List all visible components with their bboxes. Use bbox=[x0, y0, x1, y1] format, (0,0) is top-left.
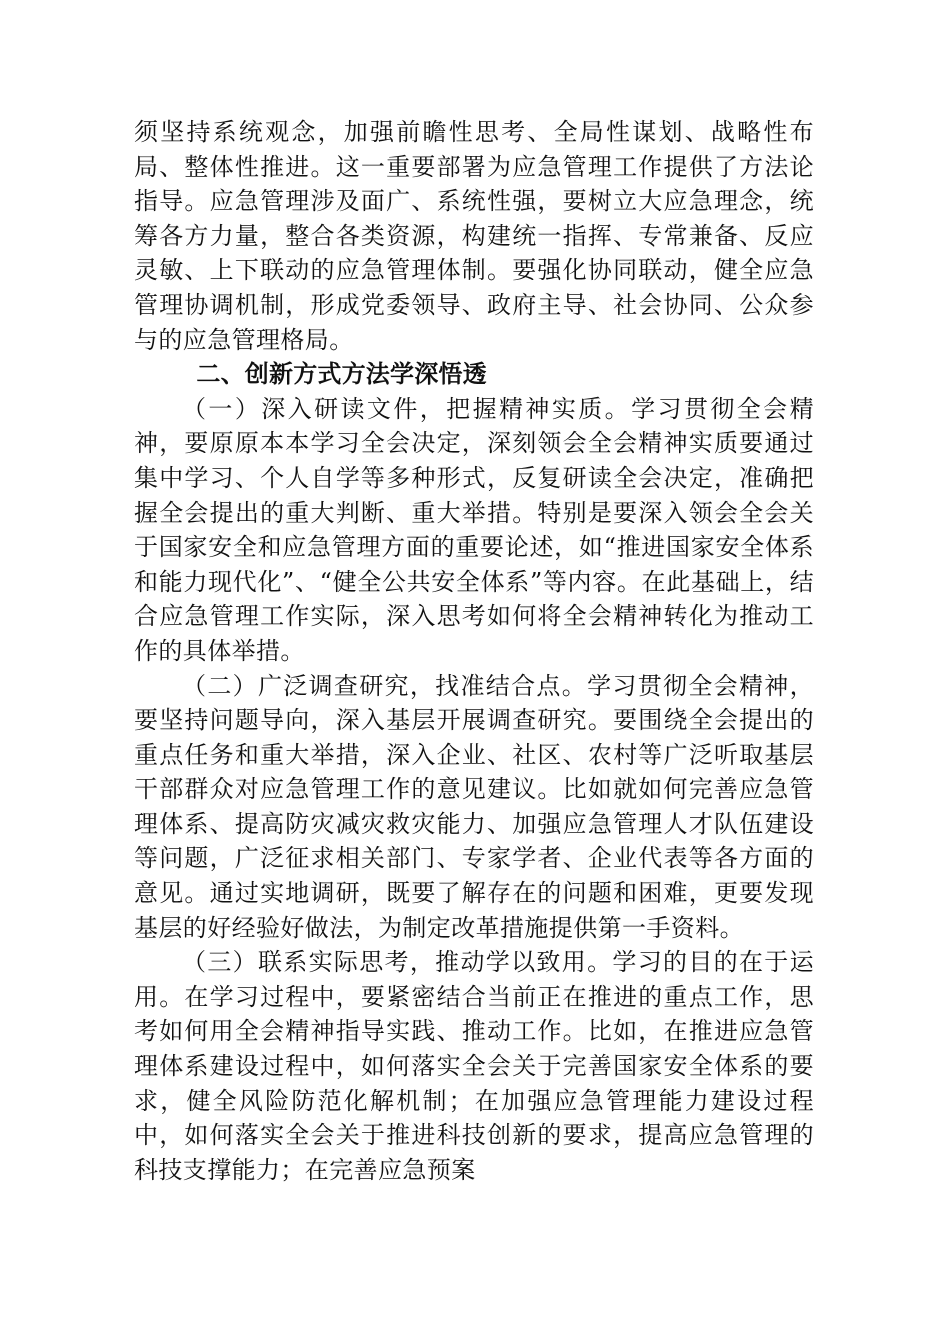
paragraph-subsection-3: （三）联系实际思考，推动学以致用。学习的目的在于运用。在学习过程中，要紧密结合当前正在推进的重点工作，思考如何用全会精神指导实践、推动工作。比如，在推进应急管理体系建设过程中，如何落实全会关于完善国家安全体系的要求，健全风险防范化解机制；在加强应急管理能力建设过程中，如何落实全会关于推进科技创新的要求，提高应急管理的科技支撑能力；在完善应急预案 bbox=[134, 948, 814, 1184]
document-body bbox=[134, 115, 814, 1187]
paragraph-continuation: 须坚持系统观念，加强前瞻性思考、全局性谋划、战略性布局、整体性推进。这一重要部署为应急管理工作提供了方法论指导。应急管理涉及面广、系统性强，要树立大应急理念，统筹各方力量，整合各类资源，构建统一指挥、专常兼备、反应灵敏、上下联动的应急管理体制。要强化协同联动，健全应急管理协调机制，形成党委领导、政府主导、社会协同、公众参与的应急管理格局。 bbox=[134, 118, 814, 354]
section-heading: 二、创新方式方法学深悟透 bbox=[196, 360, 487, 389]
paragraph-subsection-1: （一）深入研读文件，把握精神实质。学习贯彻全会精神，要原原本本学习全会决定，深刻领会全会精神实质要通过集中学习、个人自学等多种形式，反复研读全会决定，准确把握全会提出的重大判断、重大举措。特别是要深入领会全会关于国家安全和应急管理方面的重要论述，如“推进国家安全体系和能力现代化”、“健全公共安全体系”等内容。在此基础上，结合应急管理工作实际，深入思考如何将全会精神转化为推动工作的具体举措。 bbox=[134, 394, 814, 665]
paragraph-subsection-2: （二）广泛调查研究，找准结合点。学习贯彻全会精神，要坚持问题导向，深入基层开展调查研究。要围绕全会提出的重点任务和重大举措，深入企业、社区、农村等广泛听取基层干部群众对应急管理工作的意见建议。比如就如何完善应急管理体系、提高防灾减灾救灾能力、加强应急管理人才队伍建设等问题，广泛征求相关部门、专家学者、企业代表等各方面的意见。通过实地调研，既要了解存在的问题和困难，更要发现基层的好经验好做法，为制定改革措施提供第一手资料。 bbox=[134, 671, 814, 942]
